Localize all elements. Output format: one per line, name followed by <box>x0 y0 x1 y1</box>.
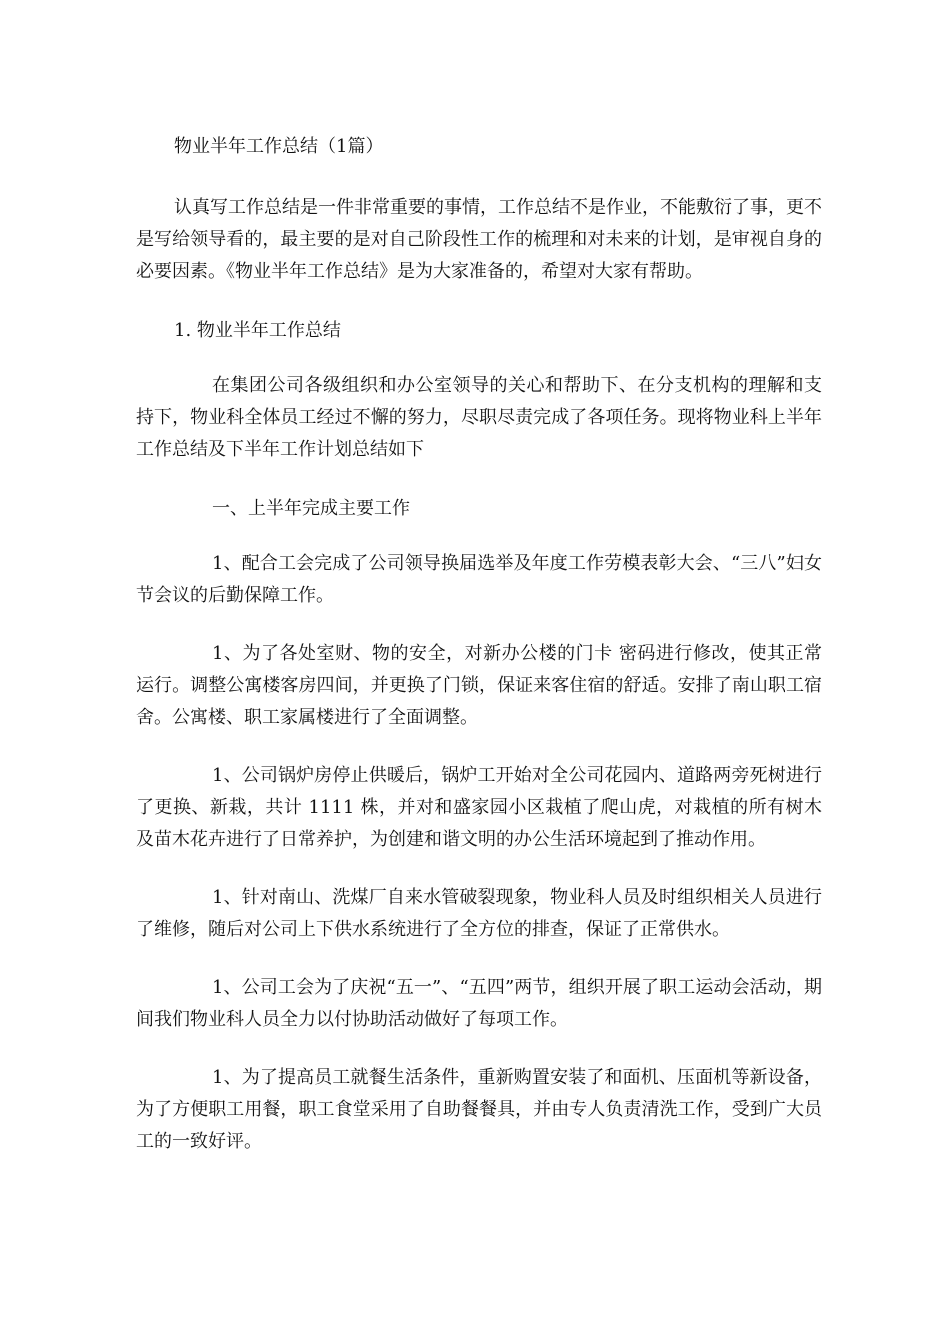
opening-paragraph: 在集团公司各级组织和办公室领导的关心和帮助下、在分支机构的理解和支持下，物业科全体员工经过不懈的努力，尽职尽责完成了各项任务。现将物业科上半年工作总结及下半年工作计划总结如下 <box>136 375 822 460</box>
part-one-heading: 一、上半年完成主要工作 <box>212 498 410 519</box>
work-item-6: 1、为了提高员工就餐生活条件，重新购置安装了和面机、压面机等新设备，为了方便职工用餐，职工食堂采用了自助餐餐具，并由专人负责清洗工作，受到广大员工的一致好评。 <box>136 1067 822 1152</box>
work-item-3: 1、公司锅炉房停止供暖后，锅炉工开始对全公司花园内、道路两旁死树进行了更换、新栽，共计 1111 株，并对和盛家园小区栽植了爬山虎，对栽植的所有树木及苗木花卉进行了日常养护，为创建和谐文明的办公生活环境起到了推动作用。 <box>136 765 822 850</box>
work-item-4: 1、针对南山、洗煤厂自来水管破裂现象，物业科人员及时组织相关人员进行了维修，随后对公司上下供水系统进行了全方位的排查，保证了正常供水。 <box>136 887 822 940</box>
work-item-2: 1、为了各处室财、物的安全，对新办公楼的门卡 密码进行修改，使其正常运行。调整公寓楼客房四间，并更换了门锁，保证来客住宿的舒适。安排了南山职工宿舍。公寓楼、职工家属楼进行了全面调整。 <box>136 643 822 728</box>
document-body <box>136 130 822 1184</box>
work-item-1: 1、配合工会完成了公司领导换届选举及年度工作劳模表彰大会、“三八”妇女节会议的后勤保障工作。 <box>136 553 822 606</box>
section-heading: 1. 物业半年工作总结 <box>174 320 341 341</box>
document-title: 物业半年工作总结（1篇） <box>174 136 384 157</box>
intro-paragraph: 认真写工作总结是一件非常重要的事情，工作总结不是作业，不能敷衍了事，更不是写给领导看的，最主要的是对自己阶段性工作的梳理和对未来的计划，是审视自身的必要因素。《物业半年工作总结》是为大家准备的，希望对大家有帮助。 <box>136 197 822 282</box>
work-item-5: 1、公司工会为了庆祝“五一”、“五四”两节，组织开展了职工运动会活动，期间我们物业科人员全力以付协助活动做好了每项工作。 <box>136 977 822 1030</box>
